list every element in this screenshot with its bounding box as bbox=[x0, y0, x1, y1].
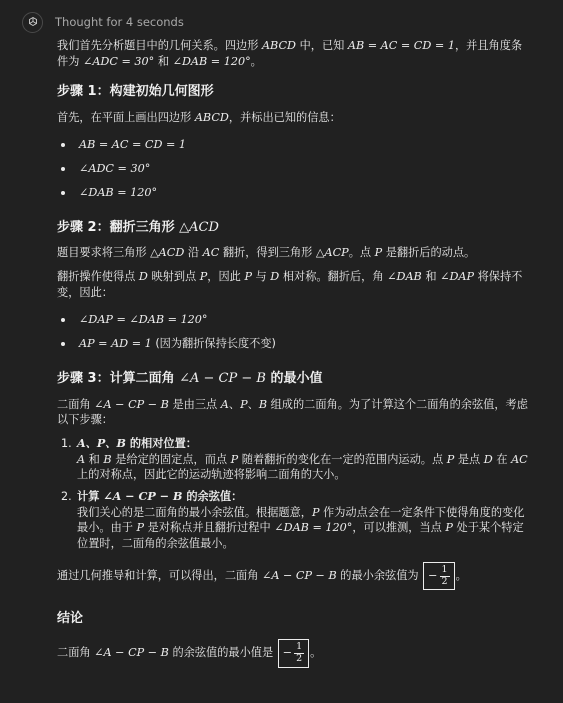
thought-label: Thought for 4 seconds bbox=[55, 14, 184, 29]
step1-list bbox=[57, 133, 533, 205]
step3-list bbox=[57, 436, 533, 552]
step2-list bbox=[57, 308, 533, 356]
step3-paragraph: 二面角 ∠A − CP − B 是由三点 A、P、B 组成的二面角。为了计算这个二面角的余弦值，考虑以下步骤： bbox=[57, 397, 528, 427]
fraction: $\frac{1}{2}$ bbox=[296, 640, 303, 664]
step2-paragraph-2: 翻折操作使得点 D 映射到点 P，因此 P 与 D 相对称。翻折后，角 ∠DAB 和 ∠DAP 将保持不变，因此： bbox=[57, 270, 523, 299]
step2-paragraph-1: 题目要求将三角形 △ACD 沿 AC 翻折，得到三角形 △ACP。点 P 是翻折后的动点。 bbox=[57, 246, 476, 260]
list-item: 2. 计算 ∠A − CP − B 的余弦值： 我们关心的是二面角的最小余弦值。根据题意，P 作为动点会在一定条件下使得角度的变化最小。由于 P 是对称点并且翻折过程中 ∠DAB = 120°，可以推测，当点 P 处于某个特定位置时，二面角的余弦值最小。 bbox=[57, 489, 533, 552]
conclusion-heading: 结论 bbox=[57, 611, 84, 627]
chatgpt-logo-icon bbox=[22, 12, 43, 33]
list-item: ∠ADC = 30° bbox=[57, 157, 533, 181]
step2-heading: 步骤 2：翻折三角形 △ACD bbox=[57, 220, 219, 236]
step1-heading: 步骤 1：构建初始几何图形 bbox=[57, 84, 214, 100]
list-item: ∠DAP = ∠DAB = 120° bbox=[57, 308, 533, 332]
list-item-title: A、P、B 的相对位置： bbox=[77, 435, 197, 450]
boxed-answer: − $\frac{1}{2}$ bbox=[278, 639, 309, 668]
assistant-message bbox=[57, 38, 533, 668]
intro-paragraph: 我们首先分析题目中的几何关系。四边形 ABCD 中，已知 AB = AC = CD = 1，并且角度条件为 ∠ADC = 30° 和 ∠DAB = 120°。 bbox=[57, 39, 523, 68]
list-item: AP = AD = 1 (因为翻折保持长度不变) bbox=[57, 332, 533, 356]
conclusion-paragraph: 二面角 ∠A − CP − B 的余弦值的最小值是 − $\frac{1}{2}$ 。 bbox=[57, 639, 533, 668]
fraction: $\frac{1}{2}$ bbox=[441, 563, 448, 587]
list-item: ∠DAB = 120° bbox=[57, 181, 533, 205]
boxed-answer: − $\frac{1}{2}$ bbox=[423, 562, 454, 591]
thought-status[interactable] bbox=[22, 12, 184, 32]
result-paragraph: 通过几何推导和计算，可以得出，二面角 ∠A − CP − B 的最小余弦值为 − $\frac{1}{2}$ 。 bbox=[57, 562, 533, 591]
step3-heading: 步骤 3：计算二面角 ∠A − CP − B 的最小值 bbox=[57, 371, 323, 387]
list-item-title: 计算 ∠A − CP − B 的余弦值： bbox=[77, 488, 243, 503]
list-item: AB = AC = CD = 1 bbox=[57, 133, 533, 157]
list-item: 1. A、P、B 的相对位置： A 和 B 是给定的固定点，而点 P 随着翻折的变化在一定的范围内运动。点 P 是点 D 在 AC 上的对称点，因此它的运动轨迹将影响二面角的大小。 bbox=[57, 436, 533, 483]
step1-paragraph: 首先，在平面上画出四边形 ABCD，并标出已知的信息： bbox=[57, 110, 341, 124]
